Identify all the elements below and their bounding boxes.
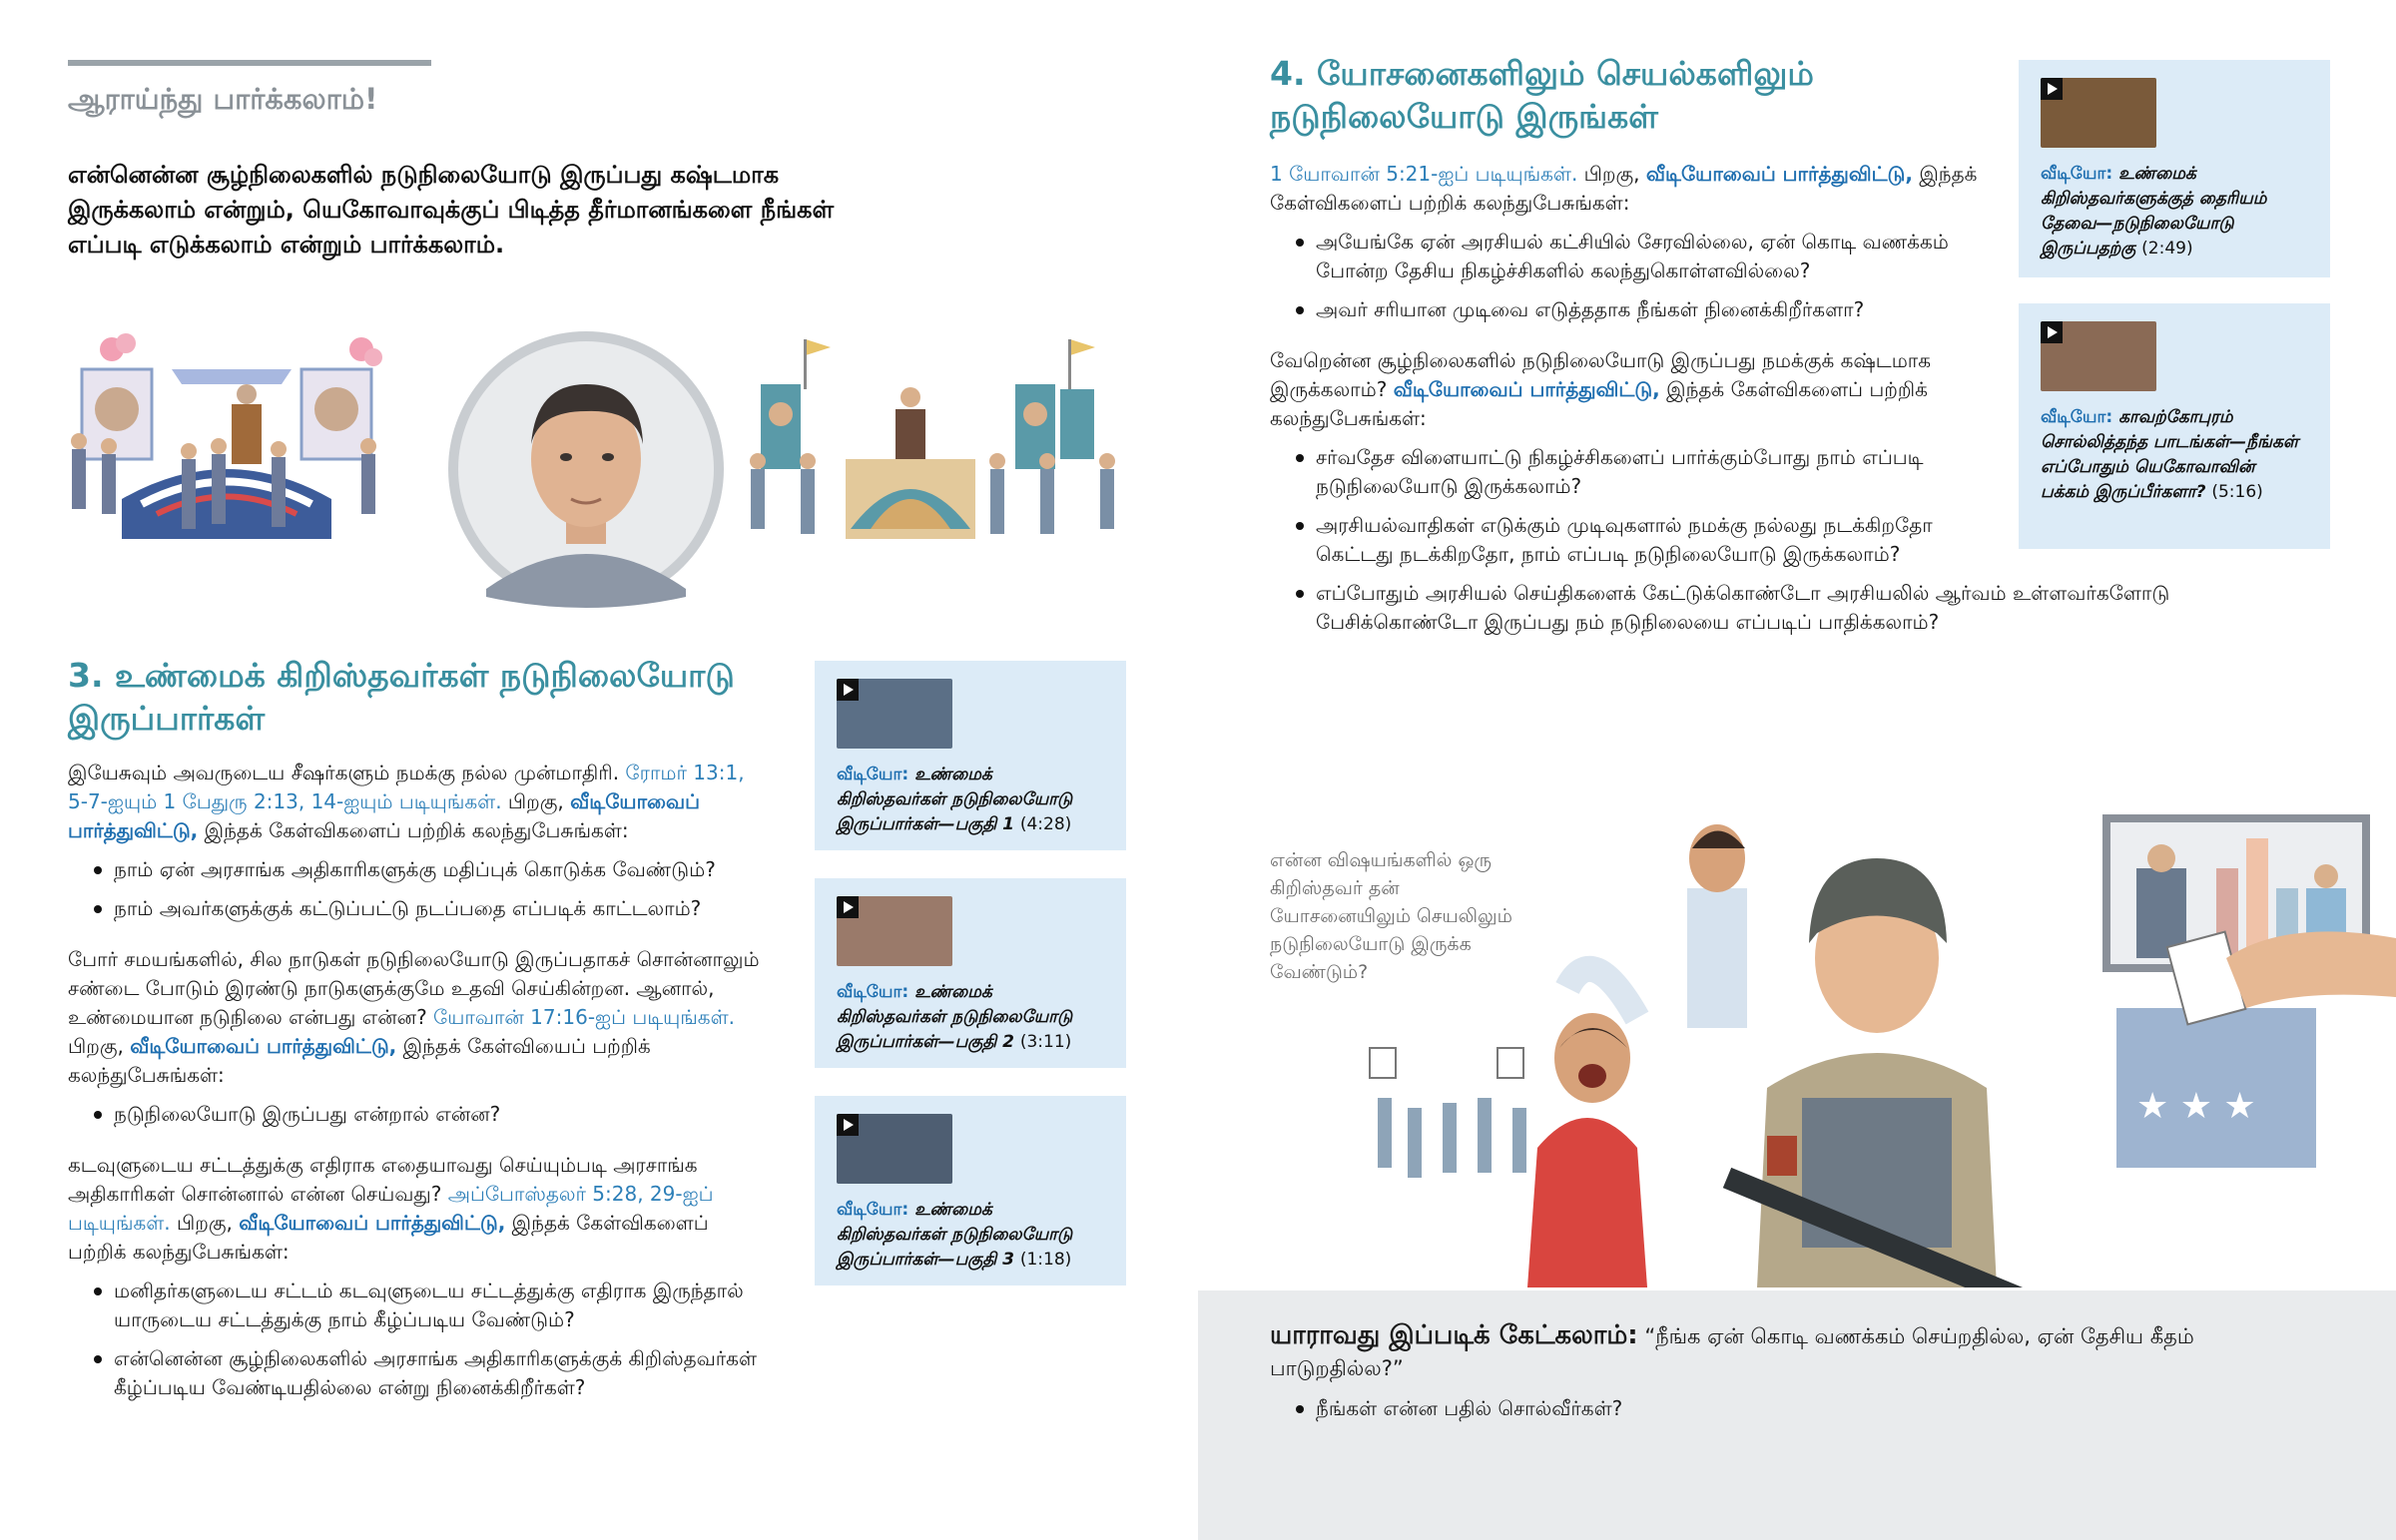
list-item: என்னென்ன சூழ்நிலைகளில் அரசாங்க அதிகாரிகளுக்குக் கிறிஸ்தவர்கள் கீழ்ப்படிய வேண்டியதில்லை என்று நினைக்கிறீர்கள்? (68, 1344, 767, 1402)
section-4-paragraph-1 (1270, 160, 1989, 218)
list-item: சர்வதேச விளையாட்டு நிகழ்ச்சிகளைப் பார்க்கும்போது நாம் எப்படி நடுநிலையோடு இருக்கலாம்? (1270, 443, 1989, 501)
list-item: எப்போதும் அரசியல் செய்திகளைக் கேட்டுக்கொண்டோ அரசியலில் ஆர்வம் உள்ளவர்களோடு பேசிக்கொண்டோ இருப்பது நம் நடுநிலையை எப்படிப் பாதிக்கலாம்? (1270, 579, 2188, 637)
discussion-prompt (1270, 1319, 2228, 1384)
play-icon[interactable] (2041, 78, 2063, 100)
then-text: பிறகு, (177, 1211, 233, 1235)
protesters-group (1370, 1048, 1526, 1178)
video-card[interactable] (815, 661, 1126, 850)
video-card[interactable] (815, 878, 1126, 1068)
video-card[interactable] (2019, 60, 2330, 277)
discuss-text: இந்தக் கேள்விகளைப் பற்றிக் கலந்துபேசுங்கள்: (204, 818, 629, 842)
video-caption (837, 980, 1104, 1055)
question-list-1 (68, 855, 767, 923)
play-icon[interactable] (837, 679, 859, 701)
video-duration: (5:16) (2211, 482, 2263, 502)
video-label: வீடியோ: (837, 765, 909, 784)
video-label: வீடியோ: (837, 1200, 909, 1220)
video-duration: (1:18) (1019, 1250, 1072, 1270)
soldier (1727, 858, 2067, 1287)
discuss-text: இந்தக் கேள்விகளைப் பற்றிக் கலந்துபேசுங்கள்: (1270, 377, 1928, 430)
shouting-man (1687, 824, 1747, 1028)
then-text: பிறகு, (1583, 162, 1640, 186)
list-item: அயேங்கே ஏன் அரசியல் கட்சியில் சேரவில்லை, ஏன் கொடி வணக்கம் போன்ற தேசிய நிகழ்ச்சிகளில் கலந்துகொள்ளவில்லை? (1270, 228, 1989, 285)
paragraph-text: போர் சமயங்களில், சில நாடுகள் நடுநிலையோடு இருப்பதாகச் சொன்னாலும் சண்டை போடும் இரண்டு நாடுகளுக்குமே உதவி செய்கின்றன. ஆனால், உண்மையான நடுநிலை என்பது என்ன? (68, 947, 760, 1029)
list-item: நீங்கள் என்ன பதில் சொல்வீர்கள்? (1270, 1394, 2228, 1423)
video-label: வீடியோ: (837, 982, 909, 1002)
video-caption (837, 1198, 1104, 1273)
svg-text:★ ★ ★: ★ ★ ★ (2136, 1086, 2256, 1127)
play-icon[interactable] (837, 896, 859, 918)
discussion-question-list (1270, 1394, 2228, 1423)
video-duration: (2:49) (2141, 239, 2193, 258)
discuss-text: இந்தக் கேள்விகளைப் பற்றிக் கலந்துபேசுங்கள்: (1270, 162, 1978, 215)
video-thumbnail[interactable] (837, 1114, 952, 1184)
video-label: வீடியோ: (2041, 164, 2113, 184)
section-4-heading: 4. யோசனைகளிலும் செயல்களிலும் நடுநிலையோடு இருங்கள் (1270, 54, 1814, 136)
then-text: பிறகு, (68, 1034, 124, 1058)
discuss-text: இந்தக் கேள்வியைப் பற்றிக் கலந்துபேசுங்கள்: (68, 1034, 651, 1087)
video-label: வீடியோ: (2041, 407, 2113, 427)
right-page (1198, 0, 2396, 1540)
question-list-3 (68, 1277, 767, 1402)
watch-video-link[interactable]: வீடியோவைப் பார்த்துவிட்டு, (239, 1211, 506, 1235)
video-duration: (4:28) (1019, 814, 1072, 834)
watch-video-link[interactable]: வீடியோவைப் பார்த்துவிட்டு, (130, 1034, 397, 1058)
video-caption (837, 763, 1104, 837)
cheering-fan (1527, 969, 1647, 1287)
paragraph-text: இயேசுவும் அவருடைய சீஷர்களும் நமக்கு நல்ல முன்மாதிரி. (68, 761, 620, 784)
watch-video-link[interactable]: வீடியோவைப் பார்த்துவிட்டு, (1393, 377, 1660, 401)
list-item: மனிதர்களுடைய சட்டம் கடவுளுடைய சட்டத்துக்கு எதிராக இருந்தால் யாருடைய சட்டத்துக்கு நாம் கீழ்ப்படிய வேண்டும்? (68, 1277, 767, 1334)
video-thumbnail[interactable] (837, 679, 952, 749)
section-4-paragraph-2 (1270, 346, 1989, 433)
intro-paragraph: என்னென்ன சூழ்நிலைகளில் நடுநிலையோடு இருப்பது கஷ்டமாக இருக்கலாம் என்றும், யெகோவாவுக்குப் பிடித்த தீர்மானங்களை நீங்கள் எப்படி எடுக்கலாம் என்றும் பார்க்கலாம். (68, 161, 835, 258)
video-title: உண்மைக் கிறிஸ்தவர்கள் நடுநிலையோடு இருப்பார்கள்—பகுதி 1 (837, 765, 1073, 834)
left-rally-scene (71, 333, 382, 539)
play-icon[interactable] (837, 1114, 859, 1136)
scripture-reference-link[interactable]: யோவான் 17:16-ஐப் படியுங்கள். (433, 1005, 735, 1029)
paragraph-text: வேறென்ன சூழ்நிலைகளில் நடுநிலையோடு இருப்பது நமக்குக் கஷ்டமாக இருக்கலாம்? (1270, 348, 1932, 401)
neutrality-scene-illustration (1348, 759, 2396, 1287)
illustration-caption: என்ன விஷயங்களில் ஒரு கிறிஸ்தவர் தன் யோசனையிலும் செயலிலும் நடுநிலையோடு இருக்க வேண்டும்? (1270, 849, 1512, 983)
video-title: உண்மைக் கிறிஸ்தவர்களுக்குத் தைரியம் தேவை—நடுநிலையோடு இருப்பதற்கு (2041, 164, 2267, 258)
section-3-paragraph-3 (68, 1151, 767, 1267)
prompt-lead: யாராவது இப்படிக் கேட்கலாம்: (1270, 1320, 1638, 1350)
video-title: உண்மைக் கிறிஸ்தவர்கள் நடுநிலையோடு இருப்பார்கள்—பகுதி 2 (837, 982, 1073, 1052)
video-caption (2041, 162, 2308, 261)
video-card[interactable] (2019, 303, 2330, 549)
video-card[interactable] (815, 1096, 1126, 1285)
list-item: அரசியல்வாதிகள் எடுக்கும் முடிவுகளால் நமக்கு நல்லது நடக்கிறதோ கெட்டது நடக்கிறதோ, நாம் எப்படி நடுநிலையோடு இருக்கலாம்? (1270, 511, 1989, 569)
list-item: நாம் அவர்களுக்குக் கட்டுப்பட்டு நடப்பதை எப்படிக் காட்டலாம்? (68, 894, 767, 923)
prompt-quote: “நீங்க ஏன் கொடி வணக்கம் செய்றதில்ல, ஏன் தேசிய கீதம் பாடுறதில்ல?” (1270, 1324, 2194, 1380)
video-thumbnail[interactable] (2041, 321, 2156, 391)
scripture-reference-link[interactable]: அப்போஸ்தலர் 5:28, 29-ஐப் படியுங்கள். (68, 1182, 714, 1235)
section-3-paragraph-2 (68, 945, 767, 1090)
right-rally-scene (750, 339, 1115, 539)
play-icon[interactable] (2041, 321, 2063, 343)
question-list-1 (1270, 228, 1989, 324)
video-thumbnail[interactable] (837, 896, 952, 966)
video-thumbnail[interactable] (2041, 78, 2156, 148)
question-list-2 (68, 1100, 767, 1129)
man-portrait (448, 331, 724, 608)
video-caption (2041, 405, 2308, 505)
scripture-reference-link[interactable]: ரோமர் 13:1, 5-7-ஐயும் 1 பேதுரு 2:13, 14-ஐயும் படியுங்கள். (68, 761, 745, 813)
discussion-content (1270, 1319, 2228, 1437)
section-divider-bar (68, 60, 431, 66)
paragraph-text: கடவுளுடைய சட்டத்துக்கு எதிராக எதையாவது செய்யும்படி அரசாங்க அதிகாரிகள் சொன்னால் என்ன செய்வது? (68, 1153, 698, 1206)
video-title: காவற்கோபுரம் சொல்லித்தந்த பாடங்கள்—நீங்கள் எப்போதும் யெகோவாவின் பக்கம் இருப்பீர்களா? (2041, 407, 2299, 502)
discuss-text: இந்தக் கேள்விகளைப் பற்றிக் கலந்துபேசுங்கள்: (68, 1211, 709, 1264)
scripture-reference-link[interactable]: 1 யோவான் 5:21-ஐப் படியுங்கள். (1270, 162, 1578, 186)
list-item: நாம் ஏன் அரசாங்க அதிகாரிகளுக்கு மதிப்புக் கொடுக்க வேண்டும்? (68, 855, 767, 884)
explore-title: ஆராய்ந்து பார்க்கலாம்! (68, 82, 378, 116)
then-text: பிறகு, (507, 789, 564, 813)
campaign-rally-illustration (62, 329, 1140, 619)
section-3-body (68, 759, 767, 1416)
section-3-paragraph-1 (68, 759, 767, 845)
list-item: நடுநிலையோடு இருப்பது என்றால் என்ன? (68, 1100, 767, 1129)
video-title: உண்மைக் கிறிஸ்தவர்கள் நடுநிலையோடு இருப்பார்கள்—பகுதி 3 (837, 1200, 1073, 1270)
watch-video-link[interactable]: வீடியோவைப் பார்த்துவிட்டு, (1645, 162, 1913, 186)
list-item: அவர் சரியான முடிவை எடுத்ததாக நீங்கள் நினைக்கிறீர்களா? (1270, 295, 1989, 324)
section-3-heading: 3. உண்மைக் கிறிஸ்தவர்கள் நடுநிலையோடு இருப்பார்கள் (68, 656, 735, 738)
watch-video-link[interactable]: வீடியோவைப் பார்த்துவிட்டு, (68, 789, 700, 842)
video-duration: (3:11) (1019, 1032, 1072, 1052)
